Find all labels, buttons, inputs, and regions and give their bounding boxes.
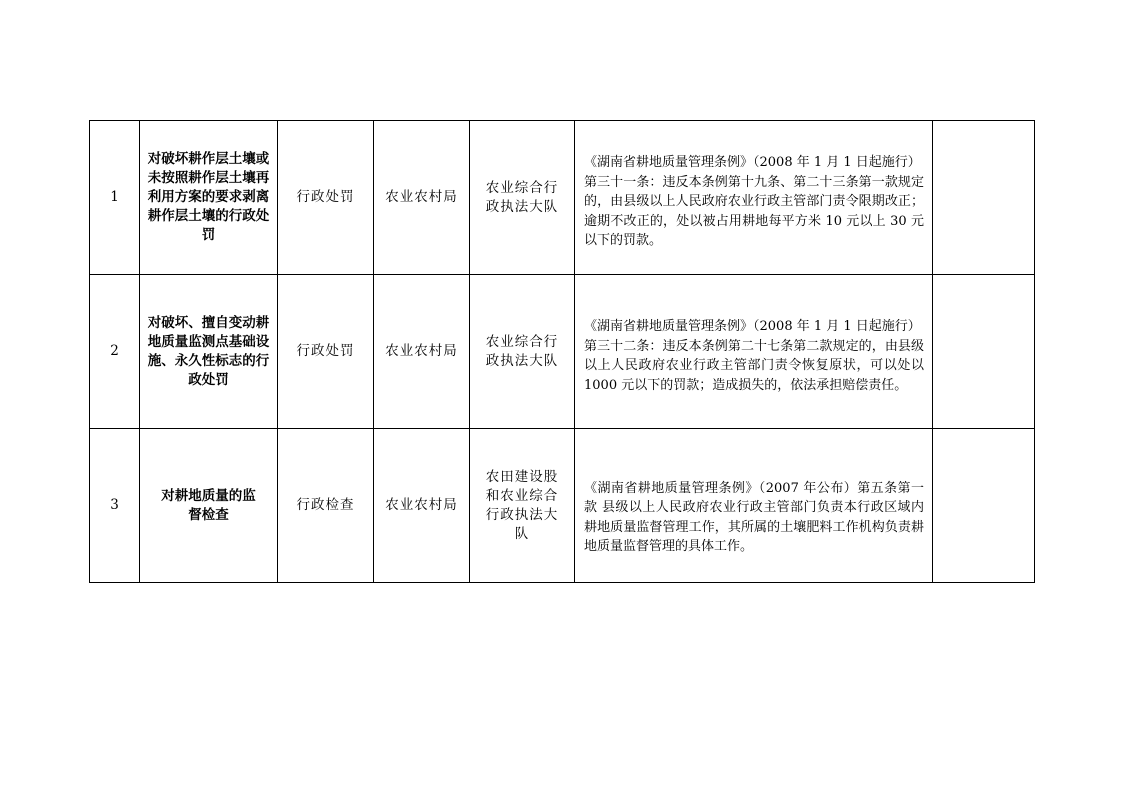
table-row	[90, 275, 1035, 429]
row-number: 3	[90, 429, 140, 583]
legal-basis: 《湖南省耕地质量管理条例》（2008 年 1 月 1 日起施行） 第三十二条：违反本条例第二十七条第二款规定的，由县级以上人民政府农业行政主管部门责令恢复原状，可以处以 1000 元以下的罚款；造成损失的，依法承担赔偿责任。	[584, 319, 924, 393]
power-list-table	[89, 120, 1035, 583]
responsible-dept-cell	[470, 121, 575, 275]
responsible-dept: 农田建设股和农业综合行政执法大队	[485, 468, 559, 542]
item-type: 行政处罚	[296, 343, 355, 359]
row-number: 1	[90, 121, 140, 275]
legal-basis-cell	[575, 429, 933, 583]
implementing-org-cell	[374, 121, 470, 275]
item-name: 对破坏、擅自变动耕地质量监测点基础设施、永久性标志的行政处罚	[147, 314, 270, 388]
remark-cell	[933, 121, 1035, 275]
legal-basis: 《湖南省耕地质量管理条例》（2008 年 1 月 1 日起施行） 第三十一条：违反本条例第十九条、第二十三条第一款规定的，由县级以上人民政府农业行政主管部门责令限期改正；逾期不改正的，处以被占用耕地每平方米 10 元以上 30 元以下的罚款。	[584, 155, 924, 249]
item-type-cell	[278, 121, 374, 275]
row-number: 2	[90, 275, 140, 429]
item-name-cell	[140, 429, 278, 583]
implementing-org: 农业农村局	[385, 497, 458, 513]
implementing-org: 农业农村局	[385, 343, 458, 359]
item-type-cell	[278, 429, 374, 583]
item-name: 对破坏耕作层土壤或未按照耕作层土壤再利用方案的要求剥离耕作层土壤的行政处罚	[147, 151, 270, 243]
legal-basis: 《湖南省耕地质量管理条例》（2007 年公布）第五条第一款 县级以上人民政府农业行政主管部门负责本行政区域内耕地质量监督管理工作，其所属的土壤肥料工作机构负责耕地质量监督管理的具体工作。	[584, 480, 924, 554]
table-row	[90, 121, 1035, 275]
item-type: 行政处罚	[296, 189, 355, 205]
responsible-dept-cell	[470, 429, 575, 583]
remark-cell	[933, 429, 1035, 583]
item-name-cell	[140, 121, 278, 275]
table-row	[90, 429, 1035, 583]
implementing-org-cell	[374, 275, 470, 429]
item-type-cell	[278, 275, 374, 429]
remark-cell	[933, 275, 1035, 429]
responsible-dept-cell	[470, 275, 575, 429]
legal-basis-cell	[575, 121, 933, 275]
responsible-dept: 农业综合行政执法大队	[485, 179, 559, 215]
implementing-org: 农业农村局	[385, 189, 458, 205]
responsible-dept: 农业综合行政执法大队	[485, 333, 559, 369]
legal-basis-cell	[575, 275, 933, 429]
item-type: 行政检查	[296, 497, 355, 513]
implementing-org-cell	[374, 429, 470, 583]
item-name: 对耕地质量的监督检查	[161, 487, 256, 523]
item-name-cell	[140, 275, 278, 429]
